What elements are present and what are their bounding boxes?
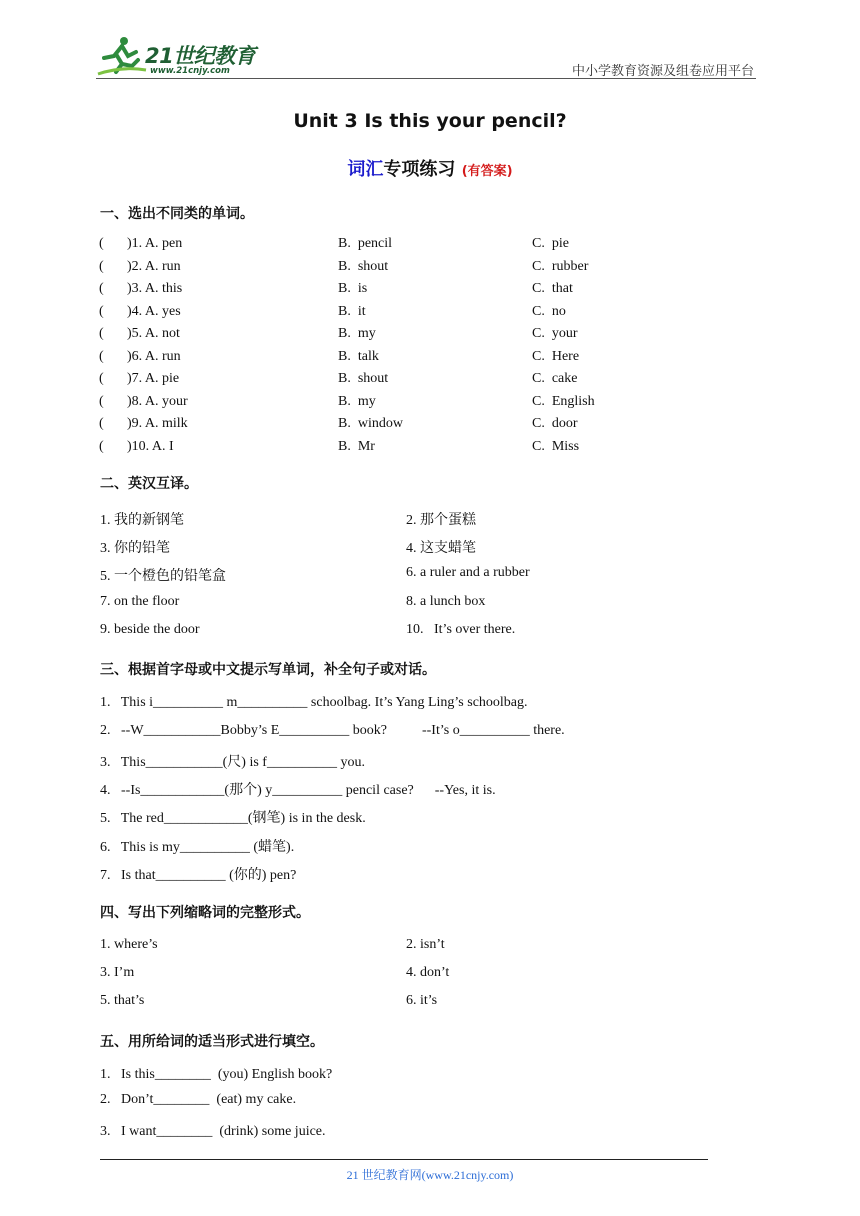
- subtitle-answers-note: (有答案): [461, 164, 513, 179]
- item-left: 7. on the floor: [100, 593, 180, 609]
- item-right: 6. a ruler and a rubber: [406, 565, 530, 581]
- question-row: [0, 371, 860, 391]
- section-2-heading: 二、英汉互译。: [100, 476, 198, 492]
- option-a: )8. A. your: [127, 393, 188, 409]
- answer-paren: (: [99, 258, 104, 274]
- answer-paren: (: [99, 281, 104, 296]
- section-1-heading: 一、选出不同类的单词。: [100, 206, 254, 222]
- item-row: [0, 965, 860, 985]
- option-c: C. cake: [532, 371, 578, 386]
- item-left: 1. where’s: [100, 937, 158, 952]
- item-left: 3. I’m: [100, 965, 135, 980]
- item-left: 3. 你的铅笔: [100, 541, 170, 557]
- sentence-line: 3. I want________ (drink) some juice.: [100, 1124, 326, 1139]
- header-divider: [96, 78, 756, 79]
- question-row: [0, 326, 860, 346]
- item-right: 6. it’s: [406, 993, 438, 1008]
- option-c: C. no: [532, 303, 566, 319]
- option-b: B. talk: [338, 348, 379, 364]
- answer-paren: (: [99, 416, 104, 431]
- section-4-heading: 四、写出下列缩略词的完整形式。: [100, 905, 310, 921]
- sentence-line: 3. This___________(尺) is f__________ you.: [100, 755, 365, 770]
- question-row: [0, 416, 860, 436]
- question-row: [0, 281, 860, 301]
- sentence-line: 2. Don’t________ (eat) my cake.: [100, 1092, 297, 1107]
- option-a: )1. A. pen: [127, 236, 183, 251]
- page-footer: 21 世纪教育网(www.21cnjy.com): [346, 1168, 514, 1182]
- item-row: [0, 937, 860, 957]
- footer-divider: [100, 1159, 708, 1160]
- sentence-line: 5. The red____________(钢笔) is in the desk.: [100, 811, 366, 826]
- sentence-line: 2. --W___________Bobby’s E__________ book? --It’s o__________ there.: [100, 723, 565, 738]
- option-b: B. my: [338, 326, 376, 341]
- option-c: C. English: [532, 393, 595, 409]
- option-b: B. shout: [338, 258, 389, 274]
- item-right: 10. It’s over there.: [406, 621, 516, 637]
- option-c: C. rubber: [532, 258, 589, 274]
- option-b: B. window: [338, 416, 403, 431]
- logo-text: 21世纪教育: [145, 44, 256, 68]
- subtitle-part2: 专项练习: [383, 159, 456, 180]
- item-right: 8. a lunch box: [406, 593, 486, 609]
- item-row: [0, 622, 860, 642]
- answer-paren: (: [99, 303, 104, 319]
- option-a: )6. A. run: [127, 348, 181, 364]
- option-c: C. Here: [532, 348, 580, 364]
- option-c: C. Miss: [532, 438, 580, 454]
- question-row: [0, 259, 860, 279]
- subtitle-part1: 词汇: [347, 159, 384, 180]
- answer-paren: (: [99, 438, 104, 454]
- answer-paren: (: [99, 348, 104, 364]
- logo-url: www.21cnjy.com: [150, 66, 230, 76]
- answer-paren: (: [99, 393, 104, 409]
- answer-paren: (: [99, 371, 104, 386]
- question-row: [0, 304, 860, 324]
- answer-paren: (: [99, 326, 104, 341]
- answer-paren: (: [99, 236, 104, 251]
- sentence-line: 7. Is that__________ (你的) pen?: [100, 868, 297, 883]
- option-c: C. that: [532, 281, 573, 296]
- page-subtitle: [0, 155, 860, 181]
- question-row: [0, 394, 860, 414]
- sentence-line: 6. This is my__________ (蜡笔).: [100, 840, 295, 855]
- item-row: [0, 993, 860, 1013]
- option-c: C. your: [532, 326, 578, 341]
- option-c: C. door: [532, 416, 578, 431]
- option-b: B. Mr: [338, 438, 375, 454]
- sentence-line: 4. --Is____________(那个) y__________ pencil case? --Yes, it is.: [100, 783, 496, 798]
- section-5-heading: 五、用所给词的适当形式进行填空。: [100, 1034, 324, 1050]
- logo-runner-icon: [96, 36, 148, 81]
- item-right: 2. 那个蛋糕: [406, 513, 476, 528]
- option-a: )4. A. yes: [127, 303, 181, 319]
- header-platform-text: 中小学教育资源及组卷应用平台: [571, 64, 754, 79]
- page-header: [0, 0, 860, 80]
- item-right: 4. 这支蜡笔: [406, 541, 476, 557]
- item-row: [0, 565, 860, 585]
- item-left: 1. 我的新钢笔: [100, 513, 184, 528]
- option-a: )9. A. milk: [127, 416, 188, 431]
- item-right: 4. don’t: [406, 965, 450, 980]
- option-b: B. it: [338, 303, 366, 319]
- option-b: B. my: [338, 393, 376, 409]
- item-right: 2. isn’t: [406, 937, 445, 952]
- option-a: )10. A. I: [127, 438, 174, 454]
- question-row: [0, 236, 860, 256]
- option-a: )3. A. this: [127, 281, 183, 296]
- item-row: [0, 594, 860, 614]
- option-a: )2. A. run: [127, 258, 181, 274]
- item-left: 5. that’s: [100, 993, 145, 1008]
- question-row: [0, 349, 860, 369]
- sentence-line: 1. This i__________ m__________ schoolbag. It’s Yang Ling’s schoolbag.: [100, 695, 528, 710]
- item-left: 9. beside the door: [100, 621, 200, 637]
- option-c: C. pie: [532, 236, 569, 251]
- question-row: [0, 439, 860, 459]
- sentence-line: 1. Is this________ (you) English book?: [100, 1067, 333, 1082]
- item-row: [0, 537, 860, 557]
- option-b: B. pencil: [338, 236, 393, 251]
- item-left: 5. 一个橙色的铅笔盒: [100, 569, 226, 585]
- option-b: B. shout: [338, 371, 389, 386]
- section-3-heading: 三、根据首字母或中文提示写单词，补全句子或对话。: [100, 662, 436, 678]
- item-row: [0, 509, 860, 529]
- option-a: )5. A. not: [127, 326, 180, 341]
- option-b: B. is: [338, 281, 368, 296]
- option-a: )7. A. pie: [127, 371, 180, 386]
- page-title: Unit 3 Is this your pencil?: [293, 110, 567, 132]
